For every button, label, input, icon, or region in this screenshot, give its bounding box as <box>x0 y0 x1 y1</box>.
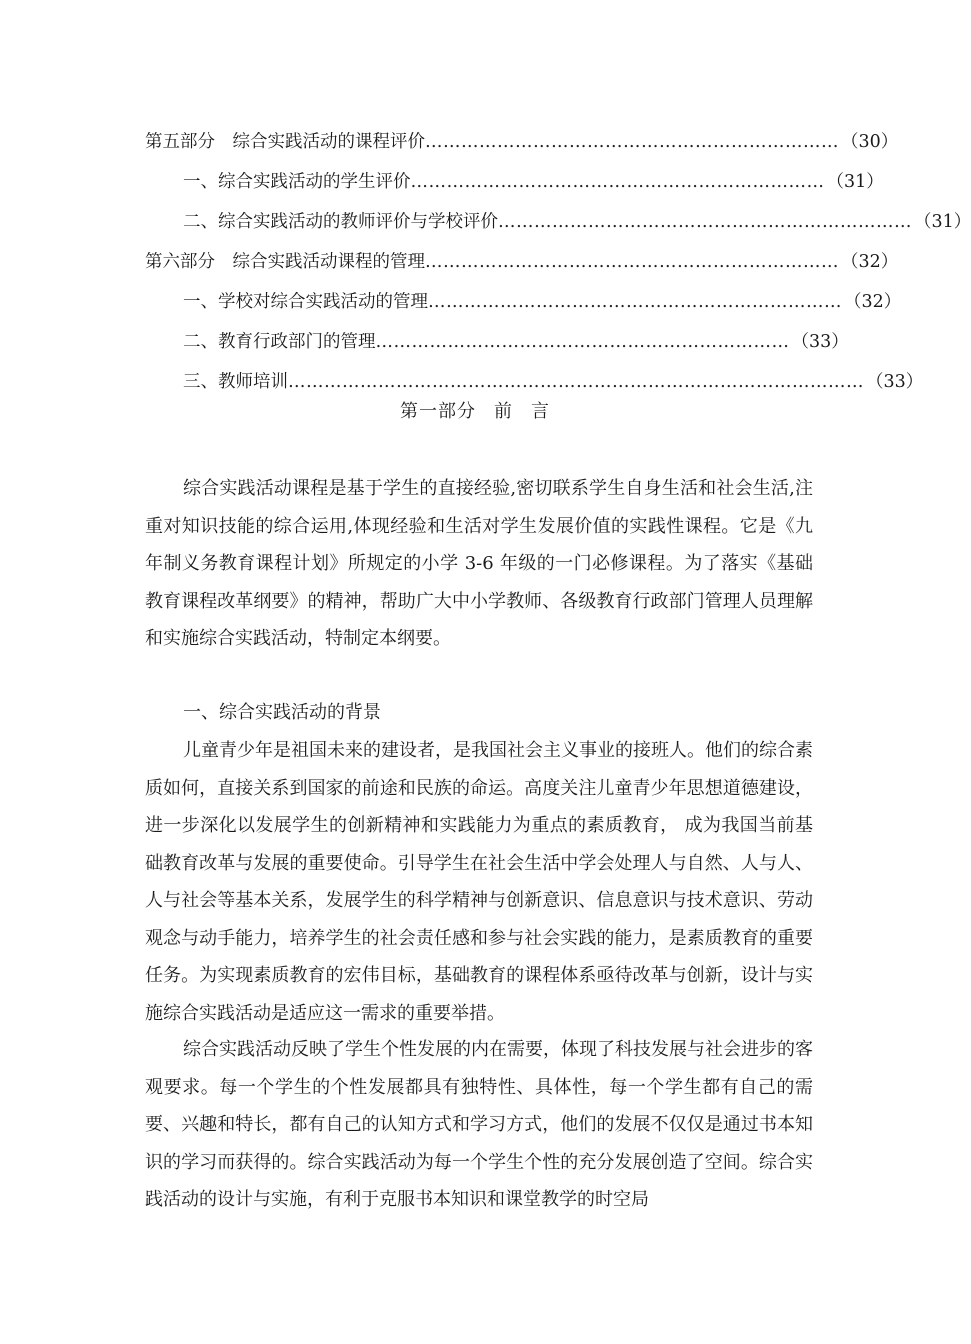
part-heading-word: 言 <box>531 401 550 422</box>
toc-page-number: （33） <box>866 372 924 392</box>
toc-leader-dots: …………………………………………………………… <box>428 292 842 312</box>
toc-entry-title: 第六部分 综合实践活动课程的管理 <box>145 252 425 272</box>
toc-entry <box>145 248 899 288</box>
toc-entry <box>145 328 849 368</box>
body-paragraph: 儿童青少年是祖国未来的建设者，是我国社会主义事业的接班人。他们的综合素质如何，直接关系到国家的前途和民族的命运。高度关注儿童青少年思想道德建设，进一步深化以发展学生的创新精神和实践能力为重点的素质教育， 成为我国当前基础教育改革与发展的重要使命。引导学生在社会生活中学会处理人与自然、人与人、人与社会等基本关系，发展学生的科学精神与创新意识、信息意识与技术意识、劳动观念与动手能力，培养学生的社会责任感和参与社会实践的能力，是素质教育的重要任务。为实现素质教育的宏伟目标，基础教育的课程体系亟待改革与创新，设计与实施综合实践活动是适应这一需求的重要举措。 <box>145 740 813 1024</box>
part-heading-word: 前 <box>494 401 513 422</box>
toc-page-number: （30） <box>841 132 899 152</box>
toc-entry-title: 二、综合实践活动的教师评价与学校评价 <box>183 212 498 232</box>
toc-entry <box>145 168 884 208</box>
intro-paragraph: 综合实践活动课程是基于学生的直接经验,密切联系学生自身生活和社会生活,注重对知识技能的综合运用,体现经验和生活对学生发展价值的实践性课程。它是《九年制义务教育课程计划》所规定的小学 3-6 年级的一门必修课程。为了落实《基础教育课程改革纲要》的精神，帮助广大中小学教师、各级教育行政部门管理人员理解和实施综合实践活动，特制定本纲要。 <box>145 478 813 649</box>
toc-page-number: （31） <box>826 172 884 192</box>
toc-leader-dots: …………………………………………………………… <box>498 212 912 232</box>
toc-entry <box>145 288 902 328</box>
toc-entry <box>145 208 971 248</box>
section-title: 一、综合实践活动的背景 <box>183 702 381 723</box>
body-paragraph: 综合实践活动反映了学生个性发展的内在需要，体现了科技发展与社会进步的客观要求。每一个学生的个性发展都具有独特性、具体性，每一个学生都有自己的需要、兴趣和特长，都有自己的认知方式和学习方式，他们的发展不仅仅是通过书本知识的学习而获得的。综合实践活动为每一个学生个性的充分发展创造了空间。综合实践活动的设计与实施，有利于克服书本知识和课堂教学的时空局 <box>145 1039 813 1210</box>
toc-entry-title: 三、教师培训 <box>183 372 288 392</box>
toc-page-number: （32） <box>841 252 899 272</box>
toc-leader-dots: …………………………………………………………… <box>375 332 790 352</box>
toc-entry-title: 二、教育行政部门的管理 <box>183 332 376 352</box>
toc-entry-title: 一、学校对综合实践活动的管理 <box>183 292 428 312</box>
toc-page-number: （33） <box>791 332 849 352</box>
toc-leader-dots: …………………………………………………………… <box>410 172 825 192</box>
toc-entry-title: 第五部分 综合实践活动的课程评价 <box>145 132 425 152</box>
toc-entry-title: 一、综合实践活动的学生评价 <box>183 172 411 192</box>
part-heading <box>0 398 950 426</box>
toc-leader-dots: …………………………………………………………………………………… <box>288 372 864 392</box>
part-heading-label: 第一部分 <box>400 401 476 422</box>
toc-page-number: （31） <box>914 212 971 232</box>
toc-leader-dots: …………………………………………………………… <box>425 132 839 152</box>
toc-page-number: （32） <box>844 292 902 312</box>
table-of-contents <box>145 128 971 408</box>
toc-entry <box>145 128 899 168</box>
toc-leader-dots: …………………………………………………………… <box>425 252 839 272</box>
